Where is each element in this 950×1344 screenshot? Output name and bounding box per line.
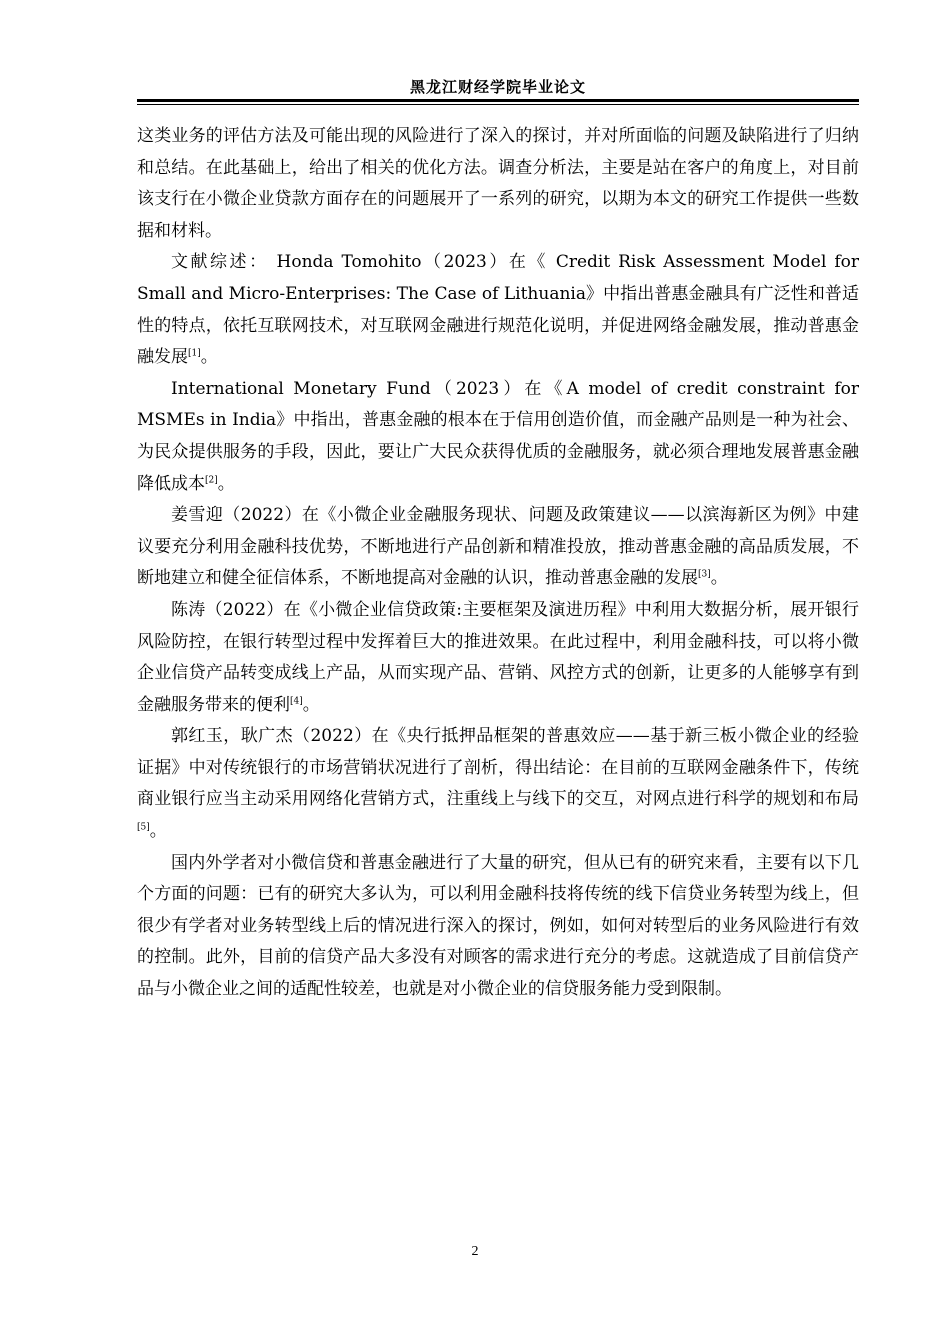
citation-ref: [5]: [137, 822, 150, 833]
paragraph-text: International Monetary Fund（2023）在《A model of credit constraint for MSMEs in India》中指出，普惠金融的根本在于信用创造价值，而金融产品则是一种为社会、为民众提供服务的手段，因此，要让广大民众获得优质的金融服务，就必须合理地发展普惠金融降低成本: [137, 378, 859, 494]
page-number: 2: [471, 1244, 479, 1259]
citation-ref: [1]: [188, 348, 201, 359]
header-rule-thin: [137, 104, 859, 105]
paragraph-text: 陈涛（2022）在《小微企业信贷政策:主要框架及演进历程》中利用大数据分析，展开银行风险防控，在银行转型过程中发挥着巨大的推进效果。在此过程中，利用金融科技，可以将小微企业信贷产品转变成线上产品，从而实现产品、营销、风控方式的创新，让更多的人能够享有到金融服务带来的便利: [137, 599, 859, 715]
paragraph-tail: 。: [149, 821, 167, 842]
paragraph-text: 文献综述： Honda Tomohito（2023）在《 Credit Risk Assessment Model for Small and Micro-Enterprises: The Case of Lithuania》中指出普惠金融具有广泛性和普适性的特点，依托互联网技术，对互联网金融进行规范化说明，并促进网络金融发展，推动普惠金融发展: [137, 252, 859, 368]
paragraph-text: 郭红玉，耿广杰（2022）在《央行抵押品框架的普惠效应——基于新三板小微企业的经验证据》中对传统银行的市场营销状况进行了剖析，得出结论：在目前的互联网金融条件下，传统商业银行应当主动采用网络化营销方式，注重线上与线下的交互，对网点进行科学的规划和布局: [137, 726, 859, 810]
paragraph-text: 这类业务的评估方法及可能出现的风险进行了深入的探讨，并对所面临的问题及缺陷进行了归纳和总结。在此基础上，给出了相关的优化方法。调查分析法，主要是站在客户的角度上，对目前该支行在小微企业贷款方面存在的问题展开了一系列的研究，以期为本文的研究工作提供一些数据和材料。: [137, 126, 859, 241]
body-text: [137, 121, 859, 1006]
citation-ref: [4]: [290, 696, 303, 707]
paragraph-literature-review: [137, 247, 859, 373]
paragraph-imf: [137, 374, 859, 500]
paragraph-continued: [137, 121, 859, 247]
paragraph-summary: [137, 848, 859, 1006]
paragraph-tail: 。: [217, 473, 235, 494]
paragraph-jiang: [137, 500, 859, 595]
header-rule-thick: [137, 99, 859, 102]
paragraph-chen: [137, 595, 859, 721]
paragraph-text: 姜雪迎（2022）在《小微企业金融服务现状、问题及政策建议——以滨海新区为例》中建议要充分利用金融科技优势，不断地进行产品创新和精准投放，推动普惠金融的高品质发展，不断地建立和健全征信体系，不断地提高对金融的认识，推动普惠金融的发展: [137, 505, 859, 589]
paragraph-tail: 。: [710, 568, 728, 589]
page-header-title: 黑龙江财经学院毕业论文: [409, 78, 586, 96]
paragraph-text: 国内外学者对小微信贷和普惠金融进行了大量的研究，但从已有的研究来看，主要有以下几个方面的问题：已有的研究大多认为，可以利用金融科技将传统的线下信贷业务转型为线上，但很少有学者对业务转型线上后的情况进行深入的探讨，例如，如何对转型后的业务风险进行有效的控制。此外，目前的信贷产品大多没有对顾客的需求进行充分的考虑。这就造成了目前信贷产品与小微企业之间的适配性较差，也就是对小微企业的信贷服务能力受到限制。: [137, 852, 859, 1000]
paragraph-tail: 。: [200, 347, 218, 368]
paragraph-tail: 。: [302, 694, 320, 715]
paragraph-guo: [137, 721, 859, 847]
citation-ref: [3]: [698, 569, 711, 580]
citation-ref: [2]: [205, 474, 218, 485]
